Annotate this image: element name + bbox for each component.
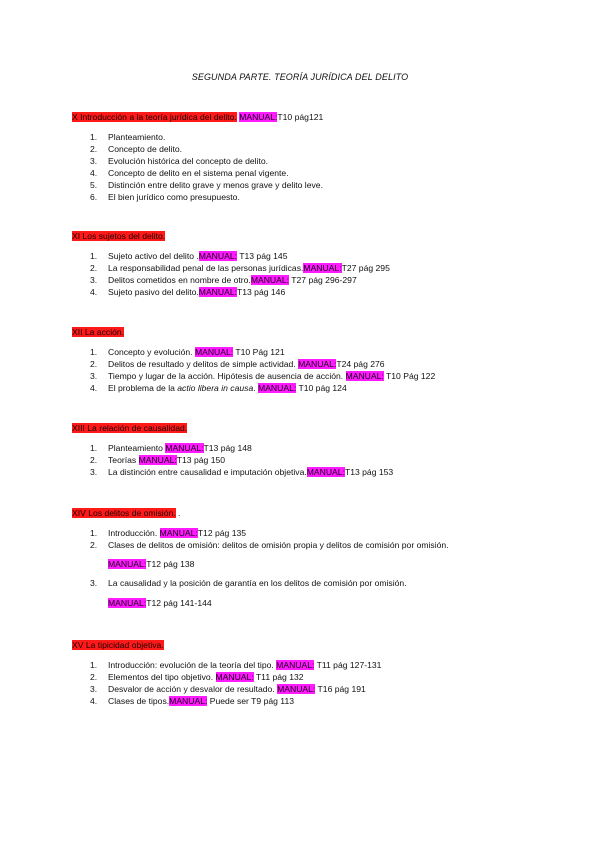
manual-ref: T10 pág121 [277, 112, 324, 122]
section-heading [72, 640, 542, 651]
topic-list [72, 527, 542, 551]
section-xiii [72, 423, 542, 478]
manual-tag: MANUAL: [345, 371, 384, 381]
list-item: 2. Clases de delitos de omisión: delitos de omisión propia y delitos de comisión por omisión. [90, 540, 449, 550]
manual-tag: MANUAL: [169, 696, 208, 706]
section-xii [72, 327, 542, 394]
section-heading [72, 423, 542, 434]
manual-reference-line: MANUAL:T12 pág 138 [108, 559, 195, 569]
manual-reference-line: MANUAL:T12 pág 141-144 [108, 598, 212, 608]
list-item: 2. Concepto de delito. [90, 144, 183, 154]
list-item: 3. La distinción entre causalidad e imputación objetiva.MANUAL:T13 pág 153 [90, 467, 394, 477]
manual-tag: MANUAL: [298, 359, 337, 369]
topic-list [72, 577, 542, 589]
topic-list [72, 250, 542, 298]
list-item: 1. Introducción: evolución de la teoría del tipo. MANUAL: T11 pág 127-131 [90, 660, 382, 670]
list-item: 3. Evolución histórica del concepto de delito. [90, 156, 269, 166]
list-item: 3. Delitos cometidos en nombre de otro.MANUAL: T27 pág 296-297 [90, 275, 357, 285]
list-item: 2. Teorías MANUAL:T13 pág 150 [90, 455, 226, 465]
section-heading: XIV Los delitos de omisión. . [72, 508, 181, 518]
manual-tag: MANUAL: [276, 660, 315, 670]
manual-tag: MANUAL: [258, 383, 297, 393]
list-item: 1. Planteamiento MANUAL:T13 pág 148 [90, 443, 252, 453]
manual-tag: MANUAL: [306, 467, 345, 477]
section-xiv [72, 508, 542, 609]
list-item: 3. Desvalor de acción y desvalor de resultado. MANUAL: T16 pág 191 [90, 684, 366, 694]
section-heading-text: XI Los sujetos del delito. [72, 231, 166, 241]
section-xv [72, 640, 542, 707]
section-heading-text: XIII La relación de causalidad. [72, 423, 188, 433]
list-item: 3. La causalidad y la posición de garantía en los delitos de comisión por omisión. [90, 578, 407, 588]
list-item: 3. Tiempo y lugar de la acción. Hipótesis de ausencia de acción. MANUAL: T10 Pág 122 [90, 371, 436, 381]
section-heading [72, 327, 542, 338]
list-item: 1. Planteamiento. [90, 132, 166, 142]
manual-tag: MANUAL: [108, 559, 147, 569]
manual-tag: MANUAL: [138, 455, 177, 465]
manual-tag: MANUAL: [165, 443, 204, 453]
manual-tag: MANUAL: [198, 287, 237, 297]
section-heading-text: X Introducción a la teoría jurídica del delito. [72, 112, 237, 122]
topic-list [72, 659, 542, 707]
section-heading [72, 231, 542, 242]
topic-list [72, 131, 542, 203]
list-item: 2. La responsabilidad penal de las personas jurídicas.MANUAL:T27 pág 295 [90, 263, 390, 273]
list-item: 6. El bien jurídico como presupuesto. [90, 192, 240, 202]
list-item: 2. Delitos de resultado y delitos de simple actividad. MANUAL:T24 pág 276 [90, 359, 385, 369]
topic-list [72, 442, 542, 478]
topic-list [72, 346, 542, 394]
section-heading-text: XV La tipicidad objetiva. [72, 640, 164, 650]
list-item: 1. Introducción. MANUAL:T12 pág 135 [90, 528, 247, 538]
document-title: SEGUNDA PARTE. TEORÍA JURÍDICA DEL DELITO [191, 72, 409, 82]
section-heading [72, 112, 542, 123]
section-x [72, 112, 542, 203]
manual-tag: MANUAL: [250, 275, 290, 285]
list-item: 4. Sujeto pasivo del delito.MANUAL:T13 pág 146 [90, 287, 286, 297]
list-item: 4. El problema de la actio libera in causa. MANUAL: T10 pág 124 [90, 383, 347, 393]
list-item: 4. Concepto de delito en el sistema penal vigente. [90, 168, 289, 178]
list-item: 1. Concepto y evolución. MANUAL: T10 Pág 121 [90, 347, 285, 357]
manual-tag: MANUAL: [303, 263, 342, 273]
manual-tag: MANUAL: [159, 528, 198, 538]
section-heading-text: XIV Los delitos de omisión. [72, 508, 176, 518]
list-item: 1. Sujeto activo del delito .MANUAL: T13 pág 145 [90, 251, 288, 261]
manual-tag: MANUAL: [194, 347, 234, 357]
manual-tag: MANUAL: [215, 672, 254, 682]
manual-tag: MANUAL: [239, 112, 278, 122]
manual-tag: MANUAL: [198, 251, 237, 261]
list-item: 4. Clases de tipos.MANUAL: Puede ser T9 pág 113 [90, 696, 294, 706]
section-xi [72, 231, 542, 298]
list-item: 5. Distinción entre delito grave y menos grave y delito leve. [90, 180, 323, 190]
section-heading-text: XII La acción. [72, 327, 125, 337]
manual-tag: MANUAL: [277, 684, 316, 694]
manual-tag: MANUAL: [108, 598, 147, 608]
list-item: 2. Elementos del tipo objetivo. MANUAL: T11 pág 132 [90, 672, 304, 682]
